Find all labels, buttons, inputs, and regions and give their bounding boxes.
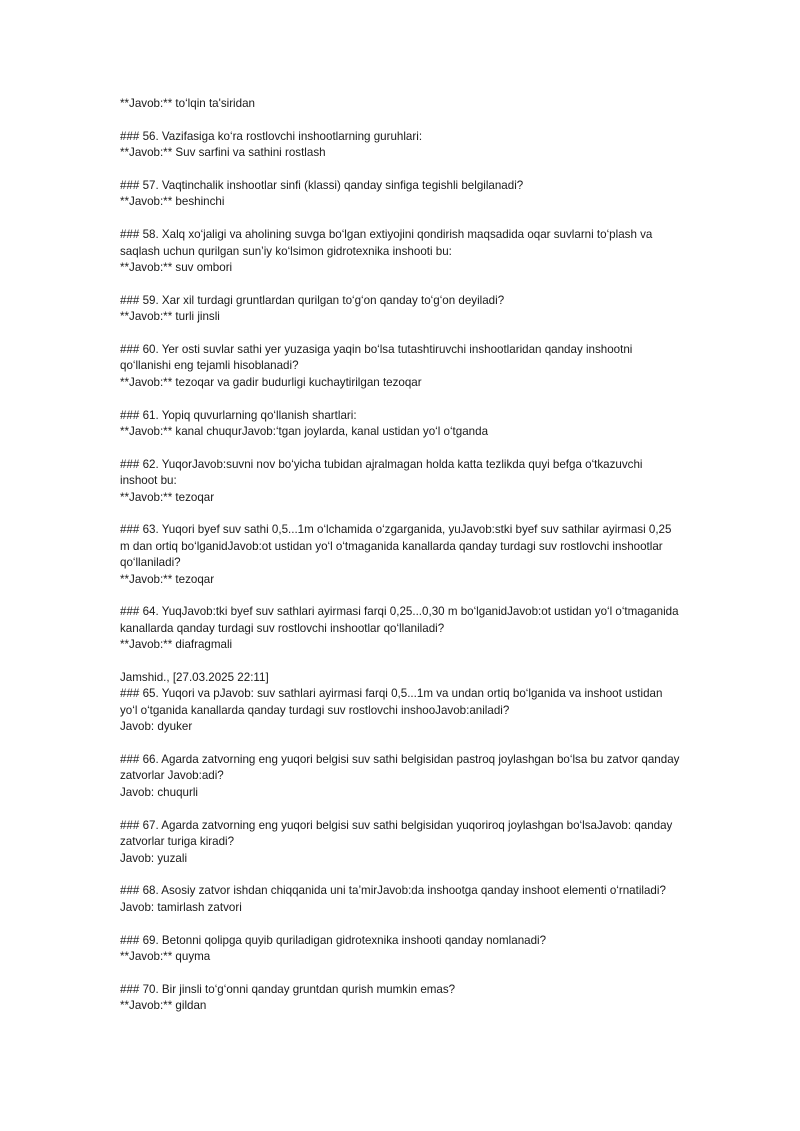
qa-block-66 <box>120 752 682 801</box>
question-line: ### 67. Agarda zatvorning eng yuqori belgisi suv sathi belgisidan yuqoriroq joylashgan bo‘lsaJavob: qanday zatvorlar turiga kiradi? <box>120 818 673 849</box>
qa-block-70 <box>120 982 682 1015</box>
question-line: ### 57. Vaqtinchalik inshootlar sinfi (klassi) qanday sinfiga tegishli belgilanadi? <box>120 179 524 192</box>
answer-line: Javob: yuzali <box>120 851 188 865</box>
qa-block-61 <box>120 408 682 441</box>
question-line: ### 68. Asosiy zatvor ishdan chiqqanida uni ta’mirJavob:da inshootga qanday inshoot elementi o‘rnatiladi? <box>120 884 666 898</box>
qa-block-57 <box>120 178 682 211</box>
qa-block-65 <box>120 670 682 736</box>
answer-line: **Javob:** kanal chuqurJavob:‘tgan joylarda, kanal ustidan yo‘l o‘tganda <box>120 425 489 439</box>
answer-line: **Javob:** tezoqar va gadir budurligi kuchaytirilgan tezoqar <box>120 375 422 389</box>
document-body <box>120 96 682 1031</box>
question-line: ### 61. Yopiq quvurlarning qo‘llanish shartlari: <box>120 408 357 422</box>
question-line: ### 65. Yuqori va pJavob: suv sathlari ayirmasi farqi 0,5...1m va undan ortiq bo‘lganida va inshoot ustidan yo‘l o‘tganida kanallarda qanday turdagi suv rostlovchi inshooJavob:aniladi? <box>120 687 663 717</box>
answer-line: **Javob:** quyma <box>120 949 211 963</box>
question-line: ### 63. Yuqori byef suv sathi 0,5...1m o‘lchamida o‘zgarganida, yuJavob:stki byef suv sathilar ayirmasi 0,25 m dan ortiq bo‘lganidJavob:ot ustidan yo‘l o‘tmaganida kanallarda qanday turdagi suv rostlovchi inshootlar qo‘llaniladi? <box>120 523 672 570</box>
answer-line: **Javob:** turli jinsli <box>120 310 220 324</box>
qa-block-62 <box>120 457 682 506</box>
answer-line: **Javob:** gildan <box>120 999 207 1013</box>
answer-line: **Javob:** to‘lqin ta'siridan <box>120 97 255 110</box>
answer-line: **Javob:** suv ombori <box>120 261 233 275</box>
qa-block-55-answer <box>120 96 682 112</box>
answer-line: **Javob:** tezoqar <box>120 572 215 586</box>
question-line: ### 58. Xalq xo‘jaligi va aholining suvga bo‘lgan extiyojini qondirish maqsadida oqar suvlarni to‘plash va saqlash uchun qurilgan sun’iy ko‘lsimon gidrotexnika inshooti bu: <box>120 228 653 258</box>
qa-block-59 <box>120 293 682 326</box>
answer-line: **Javob:** tezoqar <box>120 490 215 504</box>
question-line: ### 60. Yer osti suvlar sathi yer yuzasiga yaqin bo‘lsa tutashtiruvchi inshootlaridan qanday inshootni qo‘llanishi eng tejamli hisoblanadi? <box>120 343 633 373</box>
qa-block-67 <box>120 818 682 867</box>
question-line: ### 66. Agarda zatvorning eng yuqori belgisi suv sathi belgisidan pastroq joylashgan bo‘lsa bu zatvor qanday zatvorlar Javob:adi? <box>120 753 680 783</box>
answer-line: Javob: chuqurli <box>120 785 198 799</box>
qa-block-63 <box>120 522 682 588</box>
question-line: ### 70. Bir jinsli to‘g‘onni qanday gruntdan qurish mumkin emas? <box>120 982 456 996</box>
answer-line: **Javob:** Suv sarfini va sathini rostlash <box>120 146 326 160</box>
qa-block-64 <box>120 604 682 653</box>
qa-block-69 <box>120 933 682 966</box>
qa-block-56 <box>120 129 682 162</box>
qa-block-60 <box>120 342 682 391</box>
qa-block-68 <box>120 883 682 916</box>
qa-block-58 <box>120 227 682 276</box>
question-line: ### 62. YuqorJavob:suvni nov bo‘yicha tubidan ajralmagan holda katta tezlikda quyi befga o‘tkazuvchi inshoot bu: <box>120 457 643 488</box>
answer-line: **Javob:** beshinchi <box>120 195 225 209</box>
question-line: ### 56. Vazifasiga ko‘ra rostlovchi inshootlarning guruhlari: <box>120 129 423 143</box>
question-line: ### 59. Xar xil turdagi gruntlardan qurilgan to‘g‘on qanday to‘g‘on deyiladi? <box>120 293 505 307</box>
question-line: ### 64. YuqJavob:tki byef suv sathlari ayirmasi farqi 0,25...0,30 m bo‘lganidJavob:ot ustidan yo‘l o‘tmaganida kanallarda qanday turdagi suv rostlovchi inshootlar qo‘llaniladi? <box>120 605 679 635</box>
answer-line: Javob: dyuker <box>120 720 193 734</box>
message-header: Jamshid., [27.03.2025 22:11] <box>120 671 269 685</box>
answer-line: **Javob:** diafragmali <box>120 638 233 652</box>
answer-line: Javob: tamirlash zatvori <box>120 900 242 914</box>
question-line: ### 69. Betonni qolipga quyib quriladigan gidrotexnika inshooti qanday nomlanadi? <box>120 933 547 947</box>
